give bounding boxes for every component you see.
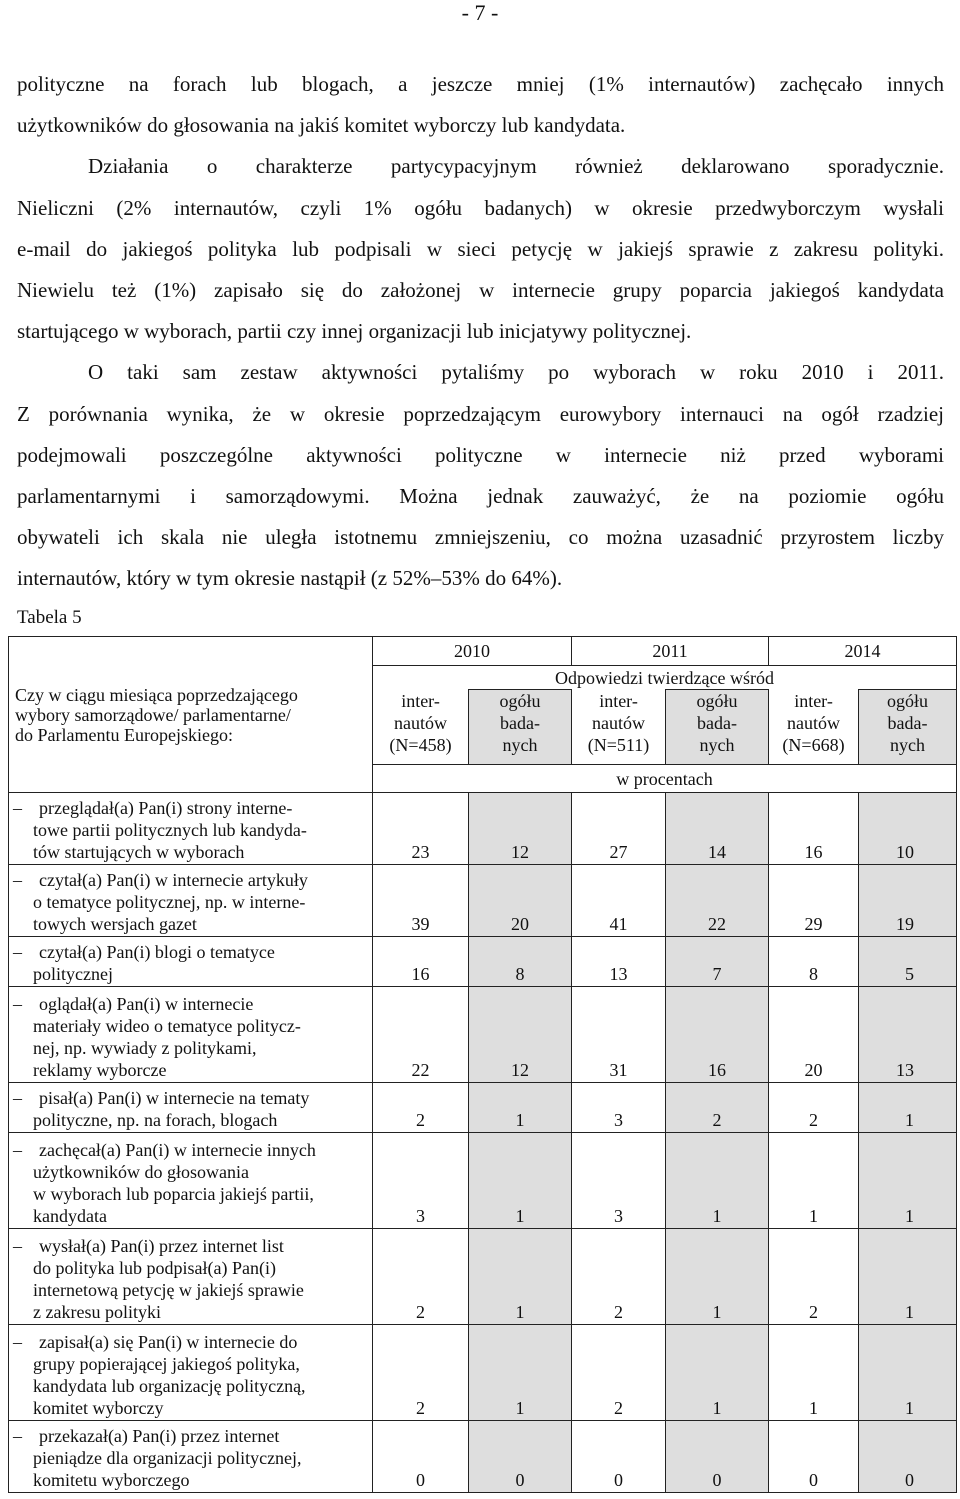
dash-marker: – bbox=[13, 1088, 22, 1108]
table-body bbox=[9, 793, 957, 1493]
value-cell: 2 bbox=[572, 1325, 666, 1421]
value-cell: 0 bbox=[572, 1421, 666, 1493]
value-cell: 14 bbox=[666, 793, 769, 865]
value-cell: 3 bbox=[572, 1133, 666, 1229]
value-cell: 1 bbox=[859, 1325, 957, 1421]
row-label-line: komitet wyborczy bbox=[33, 1398, 164, 1418]
row-label-text: przeglądał(a) Pan(i) strony interne- bbox=[39, 798, 293, 818]
row-label-line bbox=[9, 1425, 372, 1447]
dash-marker: – bbox=[13, 942, 22, 962]
value-cell: 1 bbox=[859, 1229, 957, 1325]
value-cell: 29 bbox=[769, 865, 859, 937]
row-label-line: grupy popierającej jakiegoś polityka, bbox=[33, 1354, 300, 1374]
value-cell: 22 bbox=[666, 865, 769, 937]
value-cell: 16 bbox=[373, 937, 469, 987]
value-cell: 3 bbox=[373, 1133, 469, 1229]
table-row bbox=[9, 793, 957, 865]
row-label-text: wysłał(a) Pan(i) przez internet list bbox=[39, 1236, 284, 1256]
row-label-text: pisał(a) Pan(i) w internecie na tematy bbox=[39, 1088, 310, 1108]
value-cell: 0 bbox=[666, 1421, 769, 1493]
row-label-line: o tematyce politycznej, np. w interne- bbox=[33, 892, 306, 912]
row-label-line: politycznej bbox=[33, 964, 113, 984]
value-cell: 19 bbox=[859, 865, 957, 937]
answers-subheader: Odpowiedzi twierdzące wśród bbox=[373, 666, 957, 690]
value-cell: 39 bbox=[373, 865, 469, 937]
row-label-line: do polityka lub podpisał(a) Pan(i) bbox=[33, 1258, 276, 1278]
table-row bbox=[9, 1083, 957, 1133]
column-header: inter- nautów (N=511) bbox=[572, 690, 666, 765]
row-label bbox=[9, 1421, 373, 1493]
value-cell: 1 bbox=[469, 1133, 572, 1229]
value-cell: 22 bbox=[373, 987, 469, 1083]
text-line: internautów, który w tym okresie nastąpił (z 52%–53% do 64%). bbox=[17, 566, 563, 591]
value-cell: 8 bbox=[769, 937, 859, 987]
row-label-text: czytał(a) Pan(i) blogi o tematyce bbox=[39, 942, 275, 962]
text-line: podejmowali poszczególne aktywności polityczne w internecie niż przed wyborami bbox=[17, 442, 944, 467]
value-cell: 2 bbox=[373, 1325, 469, 1421]
dash-marker: – bbox=[13, 870, 22, 890]
value-cell: 27 bbox=[572, 793, 666, 865]
row-label-line bbox=[9, 1331, 372, 1353]
row-label-line: kandydata bbox=[33, 1206, 107, 1226]
value-cell: 20 bbox=[769, 987, 859, 1083]
row-label-line: z zakresu polityki bbox=[33, 1302, 161, 1322]
text-line: O taki sam zestaw aktywności pytaliśmy po wyborach w roku 2010 i 2011. bbox=[88, 360, 944, 385]
row-label-line bbox=[9, 797, 372, 819]
value-cell: 41 bbox=[572, 865, 666, 937]
row-label-line: tów startujących w wyborach bbox=[33, 842, 245, 862]
question-line: Czy w ciągu miesiąca poprzedzającego bbox=[15, 684, 298, 705]
row-label-line: internetową petycję w jakiejś sprawie bbox=[33, 1280, 304, 1300]
row-label-line: polityczne, np. na forach, blogach bbox=[33, 1110, 278, 1130]
question-line: do Parlamentu Europejskiego: bbox=[15, 724, 233, 745]
column-header: inter- nautów (N=668) bbox=[769, 690, 859, 765]
row-label-line: materiały wideo o tematyce politycz- bbox=[33, 1016, 301, 1036]
text-line: Z porównania wynika, że w okresie poprzedzającym eurowybory internauci na ogół rzadziej bbox=[17, 401, 944, 426]
row-label-line bbox=[9, 869, 372, 891]
dash-marker: – bbox=[13, 1332, 22, 1352]
paragraph-1 bbox=[17, 64, 944, 146]
value-cell: 2 bbox=[572, 1229, 666, 1325]
row-label bbox=[9, 987, 373, 1083]
row-label-line bbox=[9, 1235, 372, 1257]
body-text bbox=[17, 64, 944, 600]
row-label-text: czytał(a) Pan(i) w internecie artykuły bbox=[39, 870, 308, 890]
dash-marker: – bbox=[13, 994, 22, 1014]
value-cell: 0 bbox=[769, 1421, 859, 1493]
dash-marker: – bbox=[13, 1236, 22, 1256]
column-header: ogółu bada- nych bbox=[469, 690, 572, 765]
column-header: ogółu bada- nych bbox=[859, 690, 957, 765]
value-cell: 1 bbox=[666, 1325, 769, 1421]
value-cell: 1 bbox=[666, 1229, 769, 1325]
value-cell: 2 bbox=[373, 1083, 469, 1133]
row-label-line: nej, np. wywiady z politykami, bbox=[33, 1038, 257, 1058]
value-cell: 7 bbox=[666, 937, 769, 987]
value-cell: 23 bbox=[373, 793, 469, 865]
table-row bbox=[9, 1421, 957, 1493]
question-line: wybory samorządowe/ parlamentarne/ bbox=[15, 704, 291, 725]
row-label-line bbox=[9, 1139, 372, 1161]
row-label-line: w wyborach lub poparcia jakiejś partii, bbox=[33, 1184, 314, 1204]
table-row bbox=[9, 865, 957, 937]
table-row bbox=[9, 987, 957, 1083]
dash-marker: – bbox=[13, 798, 22, 818]
row-label-text: oglądał(a) Pan(i) w internecie bbox=[39, 994, 254, 1014]
value-cell: 10 bbox=[859, 793, 957, 865]
row-label bbox=[9, 1229, 373, 1325]
table-caption: Tabela 5 bbox=[17, 607, 82, 628]
value-cell: 8 bbox=[469, 937, 572, 987]
row-label-line: komitetu wyborczego bbox=[33, 1470, 190, 1490]
dash-marker: – bbox=[13, 1426, 22, 1446]
row-label-line: kandydata lub organizację polityczną, bbox=[33, 1376, 306, 1396]
row-label-text: zapisał(a) się Pan(i) w internecie do bbox=[39, 1332, 298, 1352]
page-number: - 7 - bbox=[461, 0, 499, 25]
results-table bbox=[8, 636, 957, 1493]
row-label-text: przekazał(a) Pan(i) przez internet bbox=[39, 1426, 280, 1446]
row-label-line: towe partii politycznych lub kandyda- bbox=[33, 820, 307, 840]
dash-marker: – bbox=[13, 1140, 22, 1160]
text-line: użytkowników do głosowania na jakiś komitet wyborczy lub kandydata. bbox=[17, 113, 626, 138]
value-cell: 1 bbox=[769, 1133, 859, 1229]
unit-label: w procentach bbox=[373, 765, 957, 793]
year-2011-header: 2011 bbox=[572, 637, 769, 666]
value-cell: 12 bbox=[469, 987, 572, 1083]
row-label-line: pieniądze dla organizacji politycznej, bbox=[33, 1448, 302, 1468]
table-row bbox=[9, 1133, 957, 1229]
value-cell: 1 bbox=[859, 1133, 957, 1229]
value-cell: 31 bbox=[572, 987, 666, 1083]
value-cell: 20 bbox=[469, 865, 572, 937]
text-line: Działania o charakterze partycypacyjnym również deklarowano sporadycznie. bbox=[88, 154, 944, 179]
value-cell: 2 bbox=[769, 1083, 859, 1133]
year-2014-header: 2014 bbox=[769, 637, 957, 666]
value-cell: 0 bbox=[859, 1421, 957, 1493]
text-line: startującego w wyborach, partii czy innej organizacji lub inicjatywy politycznej. bbox=[17, 319, 692, 344]
year-2010-header: 2010 bbox=[373, 637, 572, 666]
value-cell: 1 bbox=[469, 1083, 572, 1133]
value-cell: 2 bbox=[769, 1229, 859, 1325]
value-cell: 5 bbox=[859, 937, 957, 987]
value-cell: 1 bbox=[769, 1325, 859, 1421]
value-cell: 16 bbox=[666, 987, 769, 1083]
value-cell: 1 bbox=[469, 1229, 572, 1325]
paragraph-3 bbox=[17, 352, 944, 599]
text-line: Nieliczni (2% internautów, czyli 1% ogółu badanych) w okresie przedwyborczym wysłali bbox=[17, 195, 944, 220]
row-label-line bbox=[9, 993, 372, 1015]
column-header: inter- nautów (N=458) bbox=[373, 690, 469, 765]
row-label-line: reklamy wyborcze bbox=[33, 1060, 167, 1080]
value-cell: 0 bbox=[373, 1421, 469, 1493]
row-label-line: towych wersjach gazet bbox=[33, 914, 197, 934]
value-cell: 3 bbox=[572, 1083, 666, 1133]
column-header: ogółu bada- nych bbox=[666, 690, 769, 765]
value-cell: 2 bbox=[373, 1229, 469, 1325]
value-cell: 12 bbox=[469, 793, 572, 865]
value-cell: 1 bbox=[469, 1325, 572, 1421]
value-cell: 1 bbox=[859, 1083, 957, 1133]
value-cell: 16 bbox=[769, 793, 859, 865]
row-label bbox=[9, 1325, 373, 1421]
table-row bbox=[9, 1325, 957, 1421]
paragraph-2 bbox=[17, 146, 944, 352]
question-header bbox=[9, 637, 373, 793]
row-label bbox=[9, 1133, 373, 1229]
text-line: polityczne na forach lub blogach, a jeszcze mniej (1% internautów) zachęcało innych bbox=[17, 72, 944, 96]
text-line: e-mail do jakiegoś polityka lub podpisali w sieci petycję w jakiejś sprawie z zakresu polityki. bbox=[17, 236, 944, 261]
value-cell: 13 bbox=[859, 987, 957, 1083]
row-label bbox=[9, 865, 373, 937]
text-line: parlamentarnymi i samorządowymi. Można jednak zauważyć, że na poziomie ogółu bbox=[17, 484, 944, 509]
text-line: obywateli ich skala nie uległa istotnemu zmniejszeniu, co można uzasadnić przyrostem liczby bbox=[17, 525, 944, 550]
text-line: Niewielu też (1%) zapisało się do założonej w internecie grupy poparcia jakiegoś kandydata bbox=[17, 278, 944, 303]
row-label bbox=[9, 937, 373, 987]
row-label-text: zachęcał(a) Pan(i) w internecie innych bbox=[39, 1140, 316, 1160]
row-label-line bbox=[9, 941, 372, 963]
value-cell: 13 bbox=[572, 937, 666, 987]
value-cell: 1 bbox=[666, 1133, 769, 1229]
row-label-line bbox=[9, 1087, 372, 1109]
row-label bbox=[9, 793, 373, 865]
value-cell: 0 bbox=[469, 1421, 572, 1493]
row-label bbox=[9, 1083, 373, 1133]
row-label-line: użytkowników do głosowania bbox=[33, 1162, 249, 1182]
table-row bbox=[9, 1229, 957, 1325]
value-cell: 2 bbox=[666, 1083, 769, 1133]
table-row bbox=[9, 937, 957, 987]
